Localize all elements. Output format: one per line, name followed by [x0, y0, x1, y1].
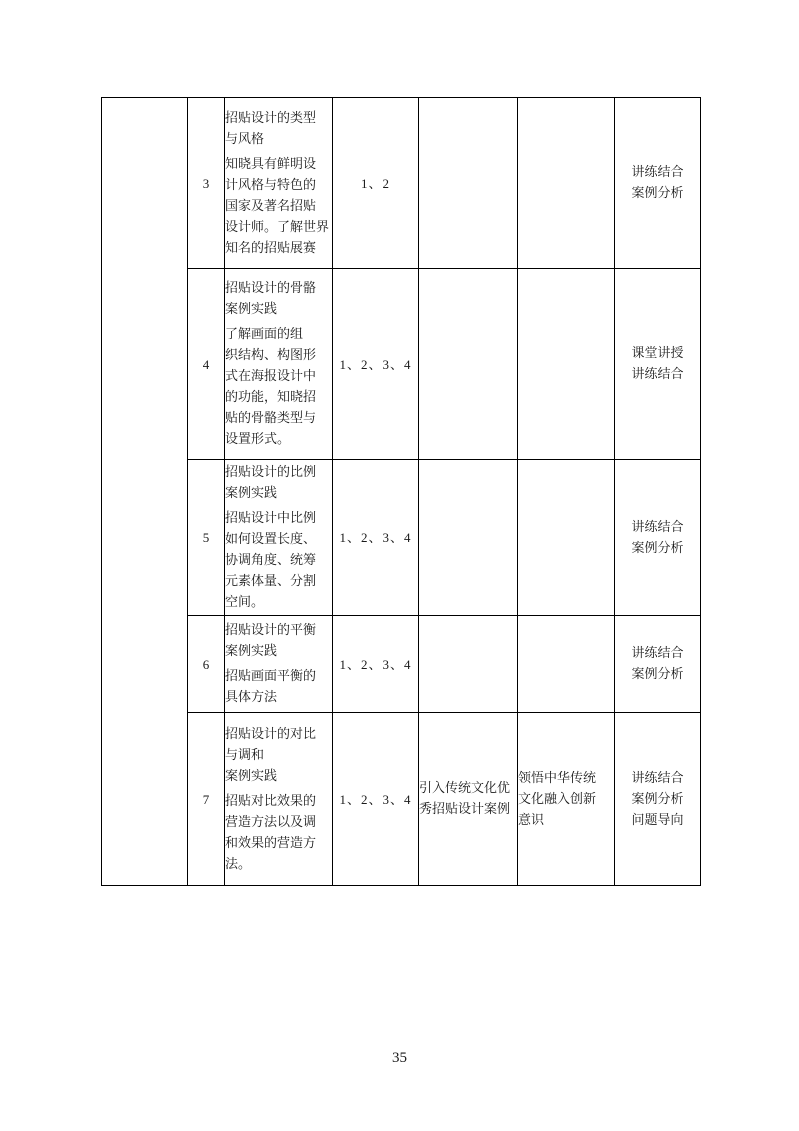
content-cell — [225, 616, 333, 713]
content-body-line: 贴的骨骼类型与 — [225, 411, 317, 426]
method-line: 讲练结合 — [631, 519, 684, 535]
goal-cell: 1、2 — [333, 98, 419, 269]
table-row — [102, 460, 701, 616]
content-body-line: 计风格与特色的 — [225, 177, 317, 193]
content-body-line: 招贴对比效果的 — [225, 793, 317, 809]
table-row — [102, 269, 701, 460]
content-body-line: 知晓具有鲜明设 — [225, 156, 317, 172]
goal-cell: 1、2、3、4 — [333, 616, 419, 713]
content-body-line: 招贴画面平衡的 — [225, 669, 317, 684]
effect-line: 文化融入创新 — [518, 791, 597, 807]
method-line: 讲练结合 — [631, 165, 684, 180]
content-cell — [225, 98, 333, 269]
content-body-line: 知名的招贴展赛 — [225, 240, 317, 256]
content-title-line: 招贴设计的比例 — [225, 465, 317, 480]
content-title-line: 与风格 — [225, 131, 265, 147]
content-body-line: 设置形式。 — [225, 432, 291, 447]
content-cell — [225, 269, 333, 460]
method-cell — [615, 616, 701, 713]
goal-cell: 1、2、3、4 — [333, 713, 419, 886]
content-body-line: 法。 — [225, 856, 252, 872]
method-cell — [615, 98, 701, 269]
content-title-line: 案例实践 — [225, 486, 278, 501]
ideology-cell — [419, 713, 518, 886]
ideology-line: 引入传统文化优 — [419, 781, 511, 796]
effect-line: 意识 — [518, 812, 545, 828]
effect-cell — [518, 98, 615, 269]
content-body-line: 具体方法 — [225, 690, 278, 705]
content-body-line: 元素体量、分割 — [225, 574, 317, 589]
content-cell — [225, 460, 333, 616]
method-line: 案例分析 — [631, 667, 684, 682]
effect-cell — [518, 713, 615, 886]
ideology-cell — [419, 98, 518, 269]
content-title-line: 招贴设计的对比 — [225, 726, 317, 742]
content-body-line: 招贴设计中比例 — [225, 511, 317, 526]
method-line: 讲练结合 — [631, 646, 684, 661]
page-number: 35 — [392, 1050, 407, 1066]
content-title-line: 与调和 — [225, 747, 265, 763]
method-cell — [615, 460, 701, 616]
content-title-line: 招贴设计的平衡 — [225, 623, 317, 638]
row-number: 4 — [188, 269, 225, 460]
content-body-line: 式在海报设计中 — [225, 369, 317, 384]
table-body — [102, 98, 701, 886]
goal-cell: 1、2、3、4 — [333, 269, 419, 460]
ideology-cell — [419, 616, 518, 713]
content-body-line: 设计师。了解世界 — [225, 219, 330, 235]
goal-cell: 1、2、3、4 — [333, 460, 419, 616]
content-body-line: 和效果的营造方 — [225, 835, 317, 851]
row-number: 6 — [188, 616, 225, 713]
method-line: 讲练结合 — [631, 770, 684, 786]
method-line: 讲练结合 — [631, 367, 684, 382]
content-body-line: 如何设置长度、 — [225, 532, 317, 547]
empty-chapter-cell — [102, 98, 188, 886]
effect-cell — [518, 460, 615, 616]
effect-cell — [518, 616, 615, 713]
content-body-line: 国家及著名招贴 — [225, 198, 317, 214]
method-line: 问题导向 — [631, 812, 684, 828]
content-body-line: 营造方法以及调 — [225, 814, 317, 830]
method-line: 案例分析 — [631, 791, 684, 807]
syllabus-table — [101, 97, 701, 886]
ideology-cell — [419, 460, 518, 616]
ideology-line: 秀招贴设计案例 — [419, 802, 511, 817]
content-title-line: 招贴设计的类型 — [225, 110, 317, 126]
method-cell — [615, 713, 701, 886]
content-body-line: 织结构、构图形 — [225, 348, 317, 363]
row-number: 3 — [188, 98, 225, 269]
content-title-line: 招贴设计的骨骼 — [225, 281, 317, 296]
method-cell — [615, 269, 701, 460]
content-title-line: 案例实践 — [225, 768, 278, 784]
method-line: 课堂讲授 — [631, 346, 684, 361]
table-row — [102, 713, 701, 886]
method-line: 案例分析 — [631, 540, 684, 556]
content-body-line: 的功能，知晓招 — [225, 390, 317, 405]
row-number: 7 — [188, 713, 225, 886]
content-cell — [225, 713, 333, 886]
ideology-cell — [419, 269, 518, 460]
effect-cell — [518, 269, 615, 460]
effect-line: 领悟中华传统 — [518, 770, 597, 786]
content-title-line: 案例实践 — [225, 302, 278, 317]
table-row — [102, 98, 701, 269]
content-body-line: 了解画面的组 — [225, 327, 304, 342]
row-number: 5 — [188, 460, 225, 616]
content-body-line: 协调角度、统筹 — [225, 553, 317, 568]
method-line: 案例分析 — [631, 186, 684, 201]
content-body-line: 空间。 — [225, 595, 265, 610]
content-title-line: 案例实践 — [225, 644, 278, 659]
table-row — [102, 616, 701, 713]
